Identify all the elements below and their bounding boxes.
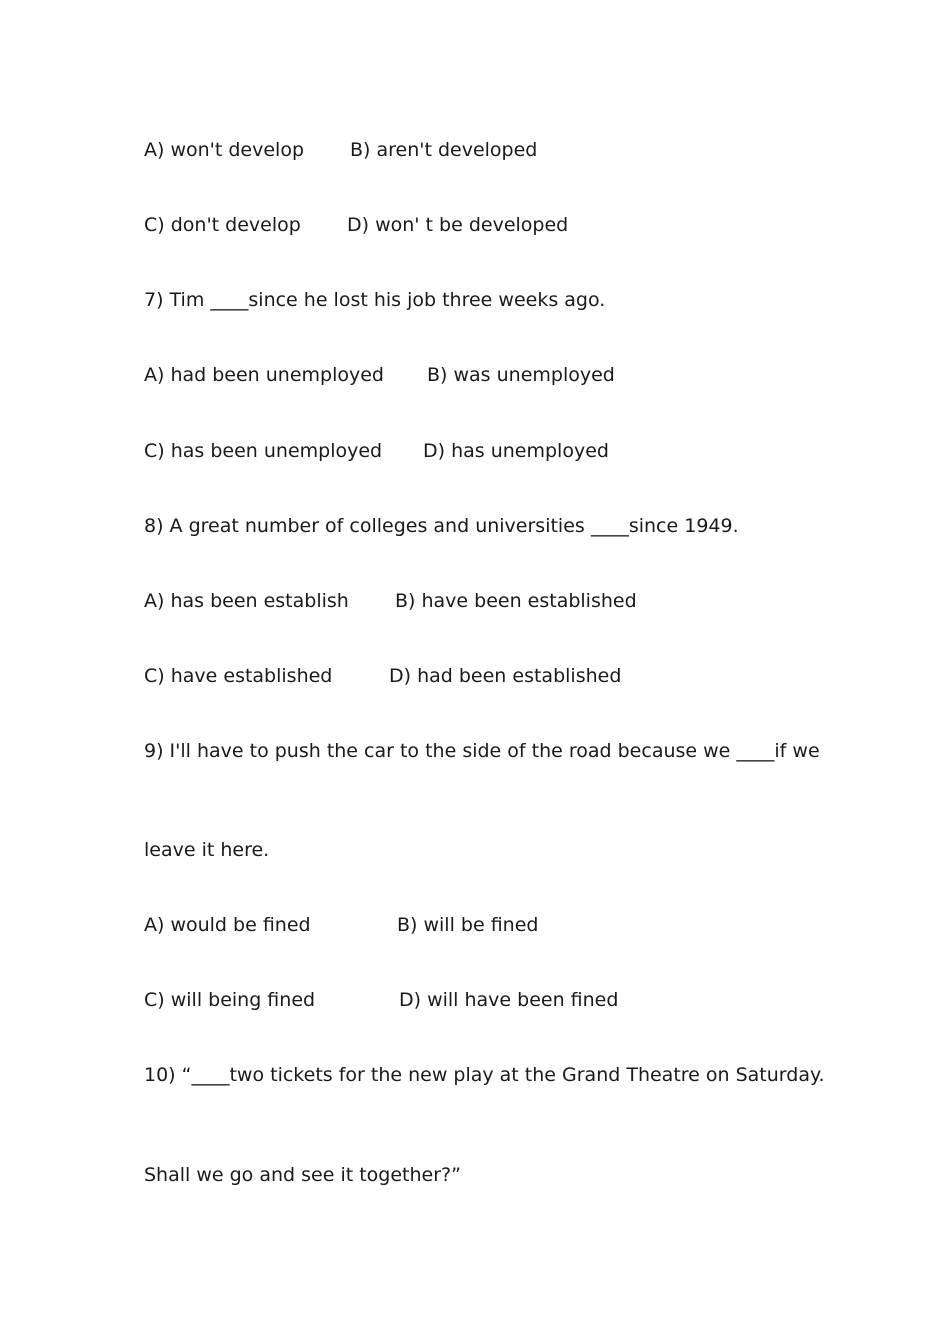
q6-option-d: D) won' t be developed bbox=[347, 214, 569, 236]
q9-option-d: D) will have been fined bbox=[399, 989, 619, 1011]
q6-option-a: A) won't develop bbox=[144, 139, 305, 161]
q9-option-b: B) will be fined bbox=[397, 914, 539, 936]
q7-option-a: A) had been unemployed bbox=[144, 364, 384, 386]
q8-option-a: A) has been establish bbox=[144, 590, 349, 612]
q9-question-line2: leave it here. bbox=[144, 839, 270, 861]
q10-question-line1: 10) “____two tickets for the new play at the Grand Theatre on Saturday. bbox=[144, 1064, 825, 1086]
q9-option-a: A) would be fined bbox=[144, 914, 311, 936]
q6-option-b: B) aren't developed bbox=[350, 139, 538, 161]
q7-option-d: D) has unemployed bbox=[423, 440, 609, 462]
q7-option-c: C) has been unemployed bbox=[144, 440, 383, 462]
q7-option-b: B) was unemployed bbox=[427, 364, 615, 386]
q6-option-c: C) don't develop bbox=[144, 214, 301, 236]
q7-question: 7) Tim ____since he lost his job three weeks ago. bbox=[144, 289, 606, 311]
q8-option-b: B) have been established bbox=[395, 590, 637, 612]
q8-option-d: D) had been established bbox=[389, 665, 622, 687]
q10-question-line2: Shall we go and see it together?” bbox=[144, 1164, 461, 1186]
q8-question: 8) A great number of colleges and universities ____since 1949. bbox=[144, 515, 739, 537]
q8-option-c: C) have established bbox=[144, 665, 333, 687]
q9-question-line1: 9) I'll have to push the car to the side of the road because we ____if we bbox=[144, 740, 820, 762]
q9-option-c: C) will being fined bbox=[144, 989, 316, 1011]
